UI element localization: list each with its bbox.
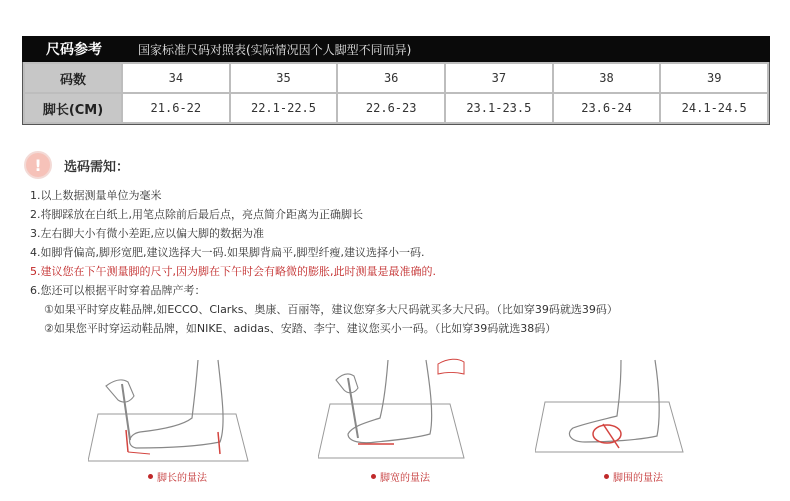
note-subitem: ①如果平时穿皮鞋品牌,如ECCO、Clarks、奥康、百丽等，建议您穿多大尺码就买多大尺码。（比如穿39码就选39码） bbox=[44, 303, 618, 316]
table-cell: 35 bbox=[231, 64, 337, 92]
note-item: 4.如脚背偏高,脚形宽肥,建议选择大一码.如果脚背扁平,脚型纤瘦,建议选择小一码. bbox=[30, 246, 425, 259]
table-cell: 22.6-23 bbox=[338, 94, 444, 122]
table-cell: 23.6-24 bbox=[554, 94, 660, 122]
table-row-foot-length bbox=[25, 94, 767, 122]
table-cell: 34 bbox=[123, 64, 229, 92]
note-item: 6.您还可以根据平时穿着品牌产考： bbox=[30, 284, 206, 297]
caption-foot-girth bbox=[604, 469, 663, 484]
note-item: 5.建议您在下午测量脚的尺寸,因为脚在下午时会有略微的膨胀,此时测量是最准确的. bbox=[30, 265, 436, 278]
caption-foot-width bbox=[371, 469, 430, 484]
size-chart-table bbox=[22, 36, 770, 125]
table-cell: 24.1-24.5 bbox=[661, 94, 767, 122]
notes-title: 选码需知： bbox=[64, 159, 130, 175]
table-body bbox=[22, 62, 770, 125]
table-subtitle: 国家标准尺码对照表(实际情况因个人脚型不同而异) bbox=[138, 42, 412, 57]
table-cell: 36 bbox=[338, 64, 444, 92]
exclamation-icon: ! bbox=[24, 151, 52, 179]
note-item: 3.左右脚大小有微小差距,应以偏大脚的数据为准 bbox=[30, 227, 264, 240]
bullet-dot-icon bbox=[148, 474, 153, 479]
caption-text: 脚围的量法 bbox=[613, 473, 663, 484]
table-cell: 22.1-22.5 bbox=[231, 94, 337, 122]
note-item: 2.将脚踩放在白纸上,用笔点除前后最后点，亮点简介距离为正确脚长 bbox=[30, 208, 363, 221]
bullet-dot-icon bbox=[371, 474, 376, 479]
table-cell: 37 bbox=[446, 64, 552, 92]
table-cell: 39 bbox=[661, 64, 767, 92]
note-item: 1.以上数据测量单位为毫米 bbox=[30, 189, 162, 202]
table-cell: 38 bbox=[554, 64, 660, 92]
row-label-size: 码数 bbox=[25, 64, 121, 92]
note-subitem: ②如果您平时穿运动鞋品牌，如NIKE、adidas、安踏、李宁、建议您买小一码。（比如穿39码就选38码） bbox=[44, 322, 557, 335]
caption-foot-length bbox=[148, 469, 207, 484]
caption-text: 脚长的量法 bbox=[157, 473, 207, 484]
table-row-size bbox=[25, 64, 767, 92]
table-title: 尺码参考 bbox=[46, 42, 102, 58]
table-cell: 23.1-23.5 bbox=[446, 94, 552, 122]
notes-list bbox=[30, 186, 770, 338]
caption-text: 脚宽的量法 bbox=[380, 473, 430, 484]
bullet-dot-icon bbox=[604, 474, 609, 479]
notes-heading bbox=[24, 151, 129, 179]
row-label-foot-length: 脚长(CM) bbox=[25, 94, 121, 122]
table-header bbox=[22, 36, 770, 62]
table-cell: 21.6-22 bbox=[123, 94, 229, 122]
